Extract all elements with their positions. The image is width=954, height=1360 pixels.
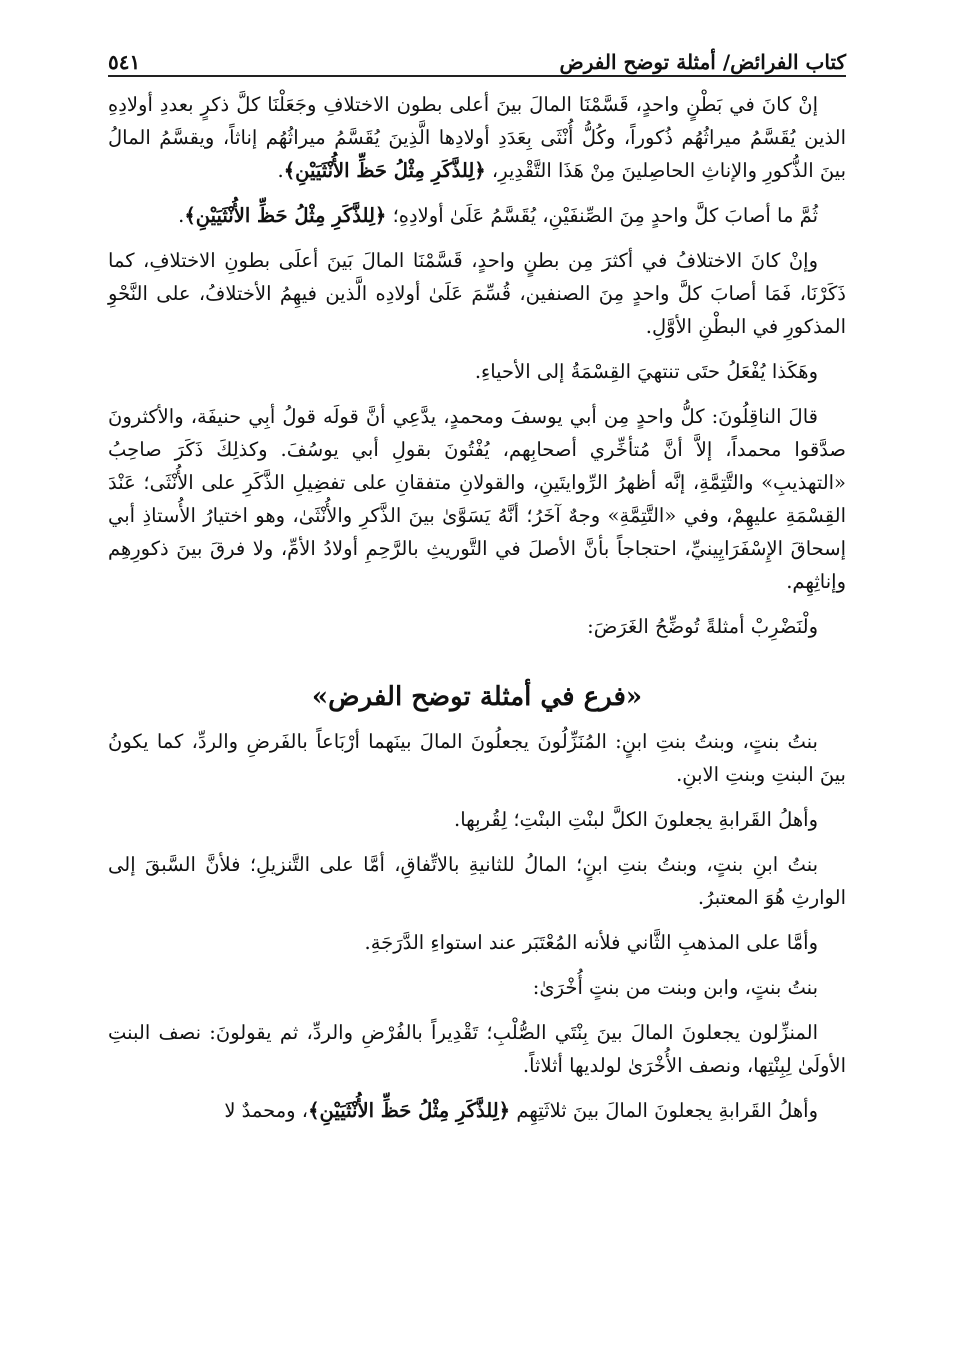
quran-quote: ﴿لِلذَّكَرِ مِثْلُ حَظِّ الأُنْثَيَيْنِ﴾ xyxy=(308,1099,511,1122)
paragraph: قالَ الناقِلُونَ: كلُّ واحدٍ مِن أبي يوسفَ ومحمدٍ، يدَّعِي أنَّ قولَه قولُ أبِي حنيفَة، والأكثرونَ صدَّقوا محمداً، إلاَّ أنَّ مُتأخِّري أصحابِهم، يُفْتُونَ بقولِ أبي يوسُفَ. وكذلِكَ ذَكَرَ صاحِبُ «التهذيبِ» والتَّتِمَّةِ، إنَّه أظهرُ الرِّوايتَينِ، والقولانِ متفقانِ على تفضِيلِ الذَّكَرِ على الأُنْثَى؛ عَنْدَ القِسْمَةِ عليهِمْ، وفي «التَّتِمَّةِ» وجهٌ آخَرُ؛ أنَّهُ يَسَوَّىٰ بينَ الذَّكرِ والأُنْثَىٰ، وهو اختيارُ الأُستاذِ أبي إسحاقَ الإِسْفَرَايِينيِّ، احتجاجاً بأنَّ الأصلَ في التَّوريثِ بالرَّحِمِ أولادُ الأمِّ، ولا فرقَ بينَ ذكورِهِم وإناثِهِم. xyxy=(108,405,846,593)
example-paragraph: بنتُ بنتٍ، وابن وبنت من بنتٍ أُخْرَىٰ: xyxy=(532,976,818,999)
example-paragraph: وأمَّا على المذهبِ الثَّاني فلأنه المُعْتَبَر عند استواءِ الدَّرَجَةِ. xyxy=(364,931,818,954)
example-paragraph xyxy=(108,1094,846,1127)
example-paragraph: المنزِّلون يجعلونَ المالَ بينَ بِنْتَي الصُّلْبِ؛ تَقْدِيراً بالفُرْضِ والردِّ، ثم يقولونَ: نصف البنتِ الأولَىٰ لِبِنْتِها، ونصف الأُخْرَىٰ لولديها أثلاثاً. xyxy=(108,1021,846,1077)
paragraph: وإنْ كانَ الاختلافُ في أكثرَ مِن بطنٍ واحدٍ، قَسَّمْنَا المالَ بَينَ أعلَى بطونِ الاختلافِ، كما ذَكَرْنَا، فَمَا أصابَ كلَّ واحدٍ مِنَ الصنفين، قُسِّمَ عَلَىٰ أولادِه الَّذين فيهِمُ الأختلافُ، على النَّحْوِ المذكورِ في البطْنِ الأوَّلِ. xyxy=(108,249,846,338)
paragraph: ولْنَضْرِبْ أمثلةً تُوضِّحُ الغَرَضَ: xyxy=(587,615,818,638)
example-paragraph: بنتُ بنتٍ، وبنتُ بنتِ ابنٍ: المُنَزِّلُونَ يجعلُونَ المالَ بينَهما أرْبَاعاً بالفَرضِ والردِّ، كما يكونُ بينَ البنتِ وبنتِ الابنِ. xyxy=(108,730,846,786)
paragraph xyxy=(108,88,846,187)
punctuation: . xyxy=(178,204,185,227)
paragraph-text: ثُمَّ ما أصابَ كلَّ واحدٍ مِنَ الصِّنفَيْنِ، يُقَسَّمُ عَلَىٰ أولادِهِ؛ xyxy=(386,204,818,227)
example-paragraph: وأهلُ القَرابةِ يجعلونَ الكلَّ لبنْتِ البنْتِ؛ لِقُربِها. xyxy=(454,808,818,831)
main-text xyxy=(108,88,846,1139)
quran-quote: ﴿لِلذَّكَرِ مِثْلُ حَظِّ الأُنْثَيَيْنِ﴾ xyxy=(184,204,387,227)
page-header xyxy=(108,34,846,74)
quran-quote: ﴿لِلذَّكَرِ مِثْلُ حَظِّ الأُنْثَيَيْنِ﴾ xyxy=(283,159,486,182)
paragraph: وهَكَذا يُفْعَلُ حتَى تنتهيَ القِسْمَةُ إلى الأحياءِ. xyxy=(474,360,818,383)
paragraph xyxy=(108,199,846,232)
paragraph-text: ، ومحمدٌ لا xyxy=(224,1099,309,1122)
paragraph-text: وأهلُ القَرابةِ يجعلونَ المالَ بينَ ثلاثَتِهِم xyxy=(510,1099,818,1122)
page-number: ٥٤١ xyxy=(108,50,141,74)
paragraph-text: إنْ كانَ في بَطْنٍ واحدٍ، قَسَّمْنَا المالَ بينَ أعلى بطون الاختلافِ وجَعَلْنَا كلَّ ذكرٍ بعددِ أولادِهِ الذين يُقَسَّمُ ميراثُهُم ذُكوراً، وكُلُّ أُنْثَى بِعَدَدِ أولادِها الَّذِينَ يُقَسَّمُ ميراثُهُم إناثاً، ويقسَّمُ المالُ بينَ الذُّكورِ والإناثِ الحاصِلينَ مِنْ هَذَا التَّقْدِيرِ، xyxy=(108,93,846,182)
section-title: «فرع في أمثلة توضح الفرض» xyxy=(311,682,643,712)
header-rule xyxy=(108,75,846,77)
example-paragraph: بنتُ ابنِ بنتٍ، وبنتُ بنتِ ابنٍ؛ المالُ للثانيةِ بالاتِّفاقِ، أمَّا على التَّنزيلِ؛ فلأنَّ السَّبقَ إلى الوارثِ هُوَ المعتبرُ. xyxy=(108,853,846,909)
running-title: كتاب الفرائض/ أمثلة توضح الفرض xyxy=(559,50,846,74)
punctuation: . xyxy=(277,159,284,182)
